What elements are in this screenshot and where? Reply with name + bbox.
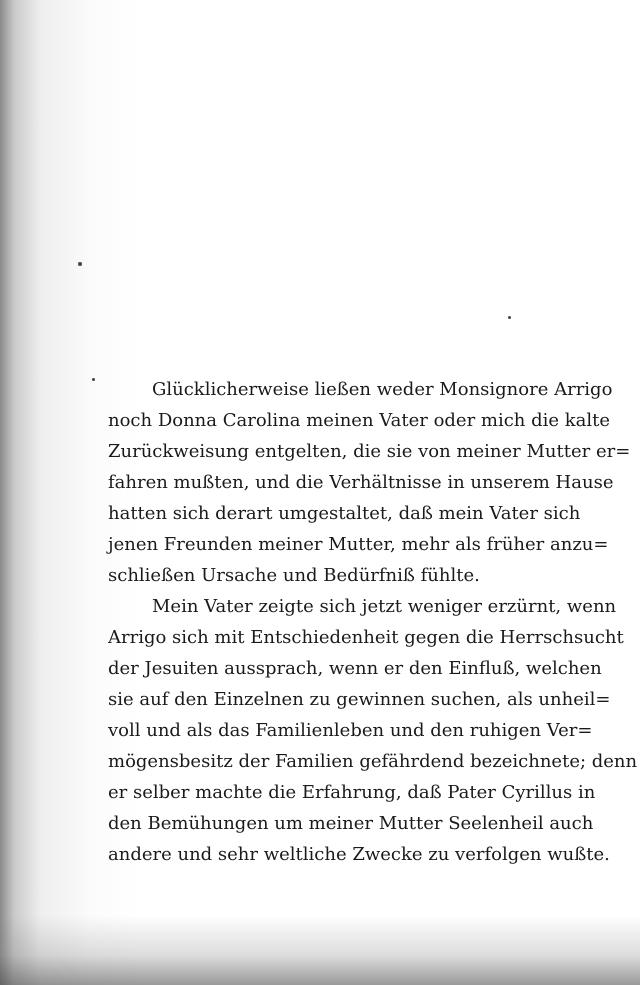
ink-speck (508, 316, 511, 319)
text-line: der Jesuiten aussprach, wenn er den Einfluß, welchen (108, 658, 602, 679)
text-line: jenen Freunden meiner Mutter, mehr als früher anzu= (108, 534, 609, 555)
text-line: andere und sehr weltliche Zwecke zu verfolgen wußte. (108, 844, 610, 865)
text-line: schließen Ursache und Bedürfniß fühlte. (108, 565, 480, 586)
text-line: voll und als das Familienleben und den ruhigen Ver= (108, 720, 593, 741)
text-line: noch Donna Carolina meinen Vater oder mich die kalte (108, 410, 611, 431)
text-line: Zurückweisung entgelten, die sie von meiner Mutter er= (108, 441, 631, 462)
paragraph-2 (108, 591, 638, 870)
text-line: Arrigo sich mit Entschiedenheit gegen die Herrschsucht (108, 627, 624, 648)
ink-speck (92, 378, 95, 381)
text-line: den Bemühungen um meiner Mutter Seelenheil auch (108, 813, 594, 834)
text-line: hatten sich derart umgestaltet, daß mein Vater sich (108, 503, 581, 524)
scan-shadow (0, 915, 640, 985)
text-line: er selber machte die Erfahrung, daß Pater Cyrillus in (108, 782, 596, 803)
text-line: Glücklicherweise ließen weder Monsignore Arrigo (152, 379, 613, 400)
ink-speck (78, 262, 82, 266)
text-line: sie auf den Einzelnen zu gewinnen suchen, als unheil= (108, 689, 611, 710)
text-line: mögensbesitz der Familien gefährdend bezeichnete; denn (108, 751, 638, 772)
text-line: fahren mußten, und die Verhältnisse in unserem Hause (108, 472, 614, 493)
text-line: Mein Vater zeigte sich jetzt weniger erzürnt, wenn (152, 596, 617, 617)
body-text (108, 374, 638, 870)
paragraph-1 (108, 374, 631, 591)
